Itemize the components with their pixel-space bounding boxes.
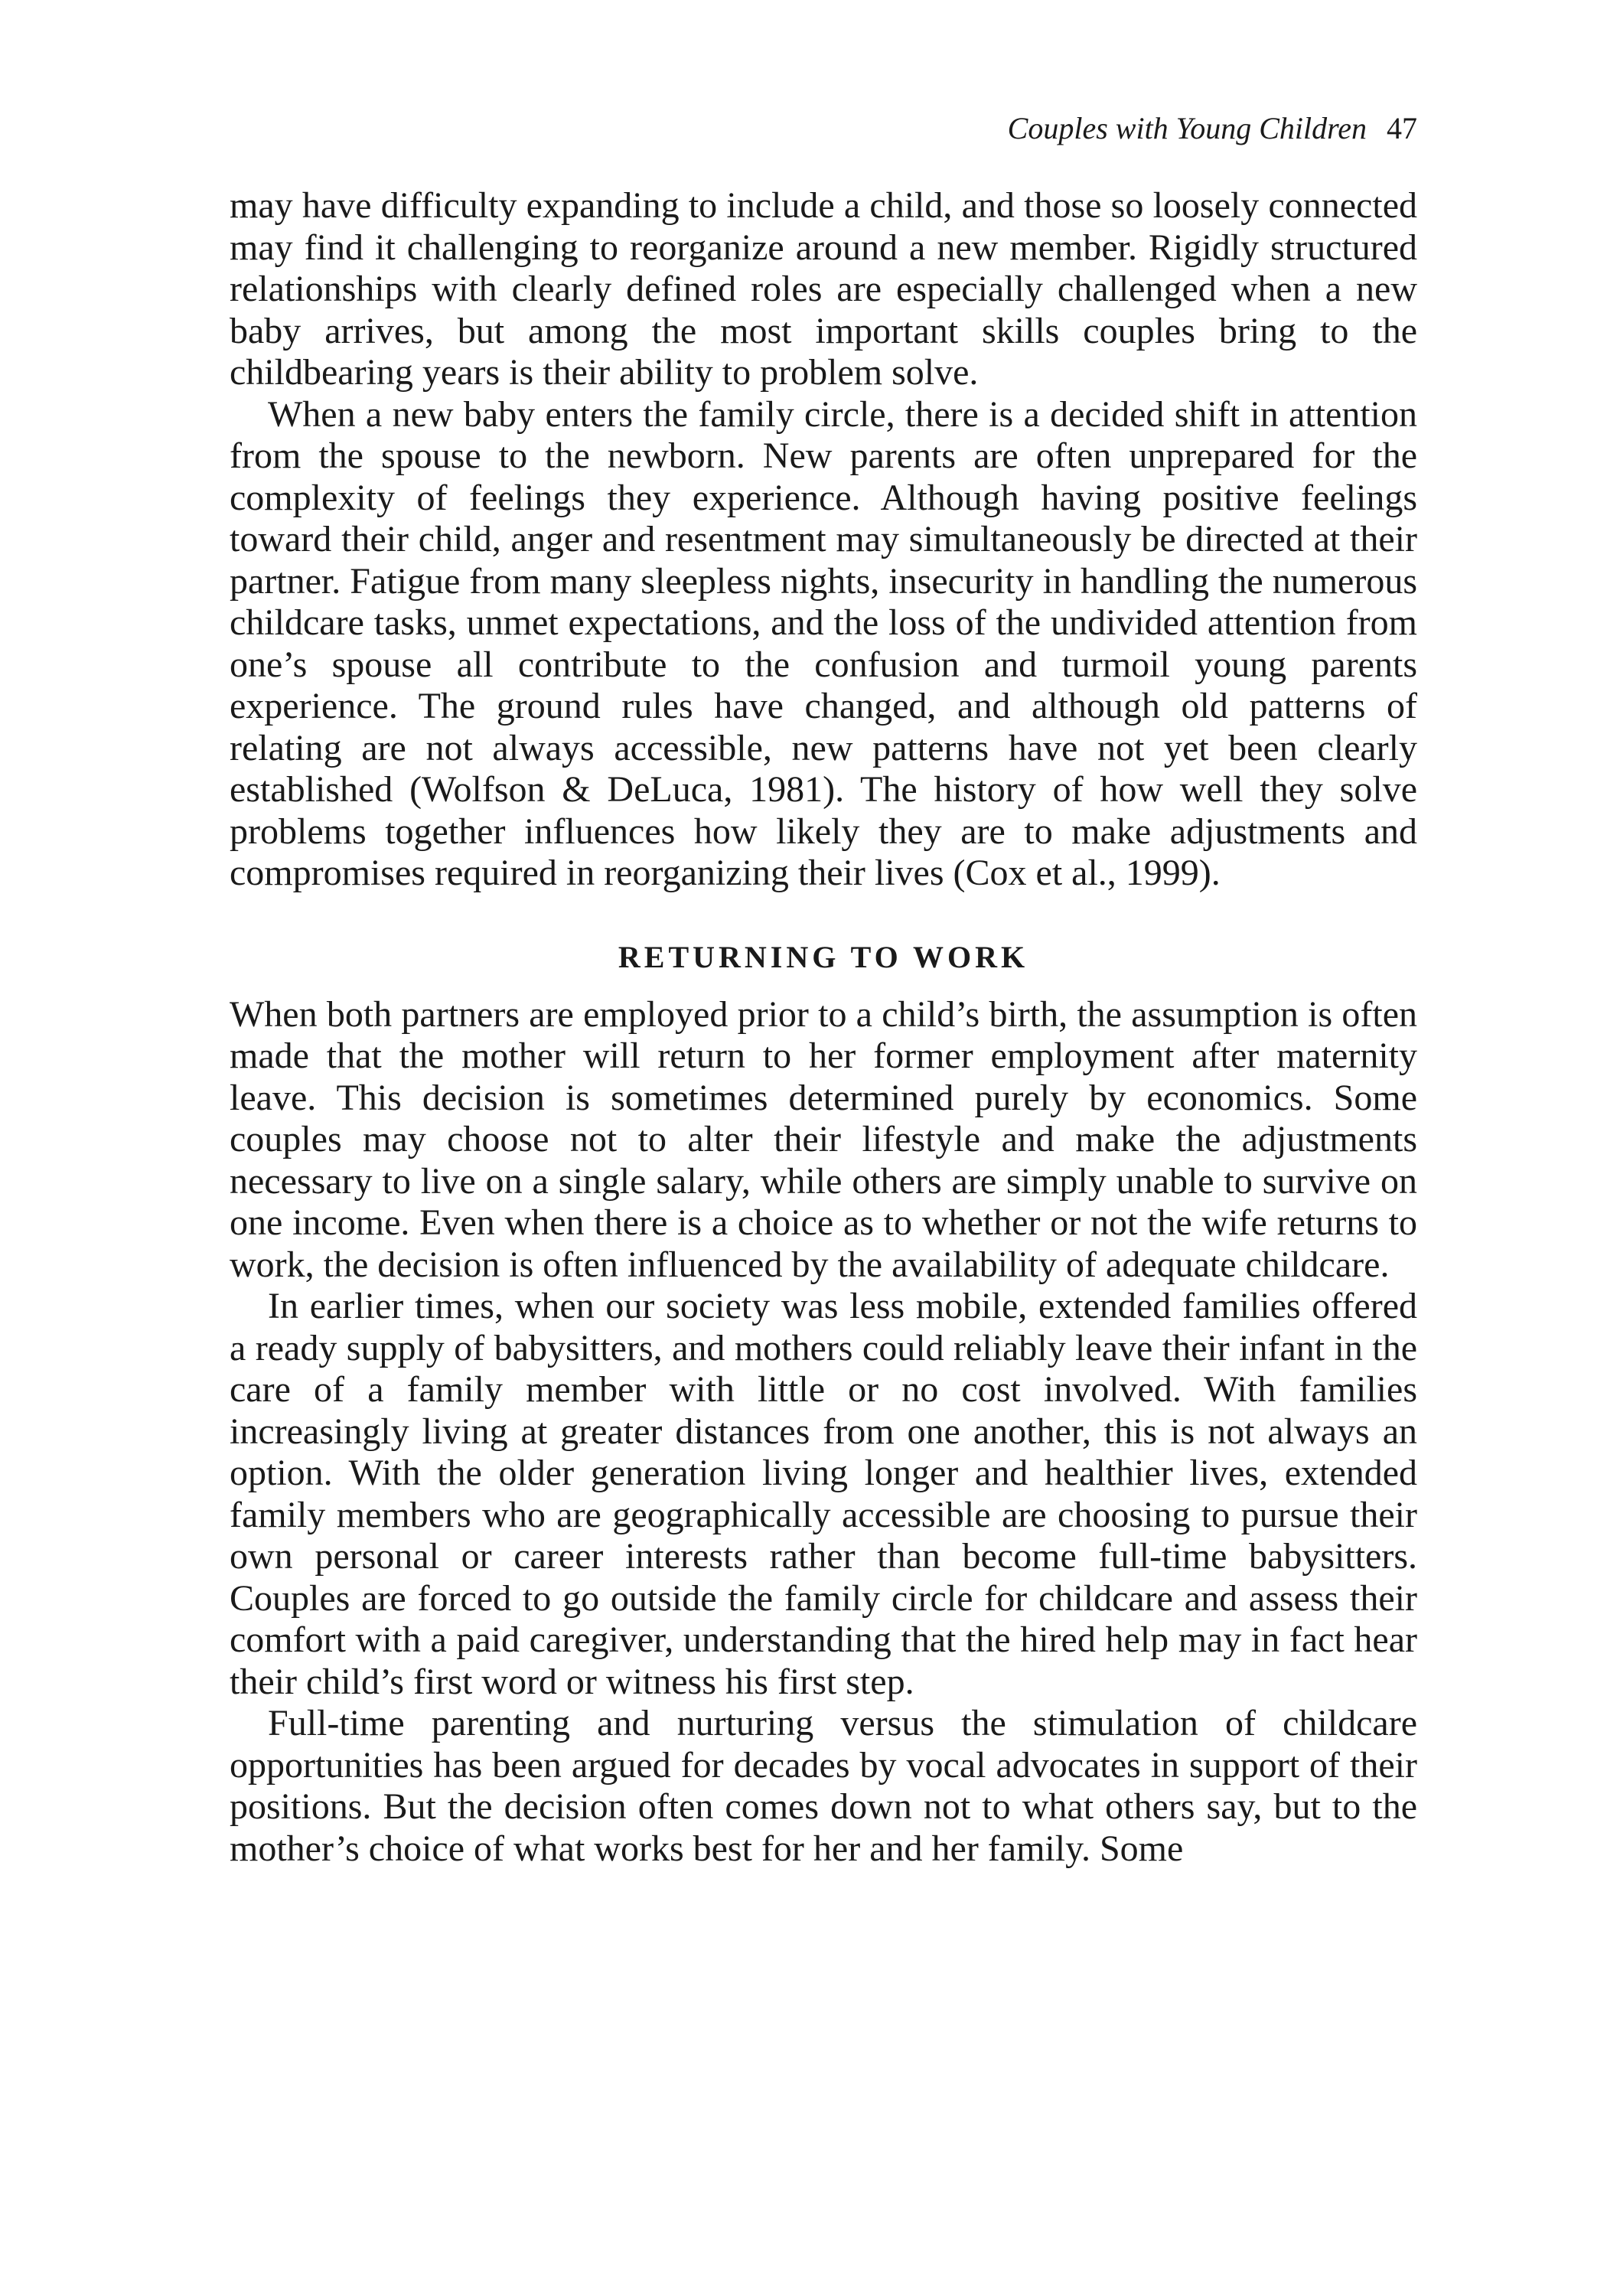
section-heading: RETURNING TO WORK [618, 939, 1029, 974]
paragraph: In earlier times, when our society was less mobile, extended families offered a ready supply of babysitters, and mothers could reliably leave their infant in the care of a family member with little or no cost involved. With families increasingly living at greater distances from one another, this is not always an option. With the older generation living longer and healthier lives, extended family members who are geographically accessible are choosing to pursue their own personal or career interests rather than become full-time babysitters. Couples are forced to go outside the family circle for childcare and assess their comfort with a paid caregiver, understanding that the hired help may in fact hear their child’s first word or witness his first step. [230, 1286, 1417, 1702]
running-head [1008, 109, 1417, 148]
paragraph: When a new baby enters the family circle, there is a decided shift in attention from the spouse to the newborn. New parents are often unprepared for the complexity of feelings they experience. Although having positive feelings toward their child, anger and resentment may simultaneously be directed at their partner. Fatigue from many sleepless nights, insecurity in handling the numerous childcare tasks, unmet expectations, and the loss of the undivided attention from one’s spouse all contribute to the confusion and turmoil young parents experience. The ground rules have changed, and although old patterns of relating are not always accessible, new patterns have not yet been clearly established (Wolfson & DeLuca, 1981). The history of how well they solve problems together influences how likely they are to make adjustments and compromises required in reorganizing their lives (Cox et al., 1999). [230, 393, 1417, 893]
paragraph: When both partners are employed prior to a child’s birth, the assumption is often made that the mother will return to her former employment after maternity leave. This decision is sometimes determined purely by economics. Some couples may choose not to alter their lifestyle and make the adjustments necessary to live on a single salary, while others are simply unable to survive on one income. Even when there is a choice as to whether or not the wife returns to work, the decision is often influenced by the availability of adequate childcare. [230, 993, 1417, 1285]
running-title: Couples with Young Children [1007, 111, 1367, 145]
page-number: 47 [1387, 111, 1417, 145]
paragraph-continued: may have difficulty expanding to include a child, and those so loosely connected may find it challenging to reorganize around a new member. Rigidly structured relationships with clearly defined roles are especially challenged when a new baby arrives, but among the most important skills couples bring to the childbearing years is their ability to problem solve. [230, 185, 1417, 393]
body-text [230, 185, 1417, 1870]
paragraph: Full-time parenting and nurturing versus the stimulation of childcare opportunities has been argued for decades by vocal advocates in support of their positions. But the decision often comes down not to what others say, but to the mother’s choice of what works best for her and her family. Some [230, 1703, 1417, 1869]
